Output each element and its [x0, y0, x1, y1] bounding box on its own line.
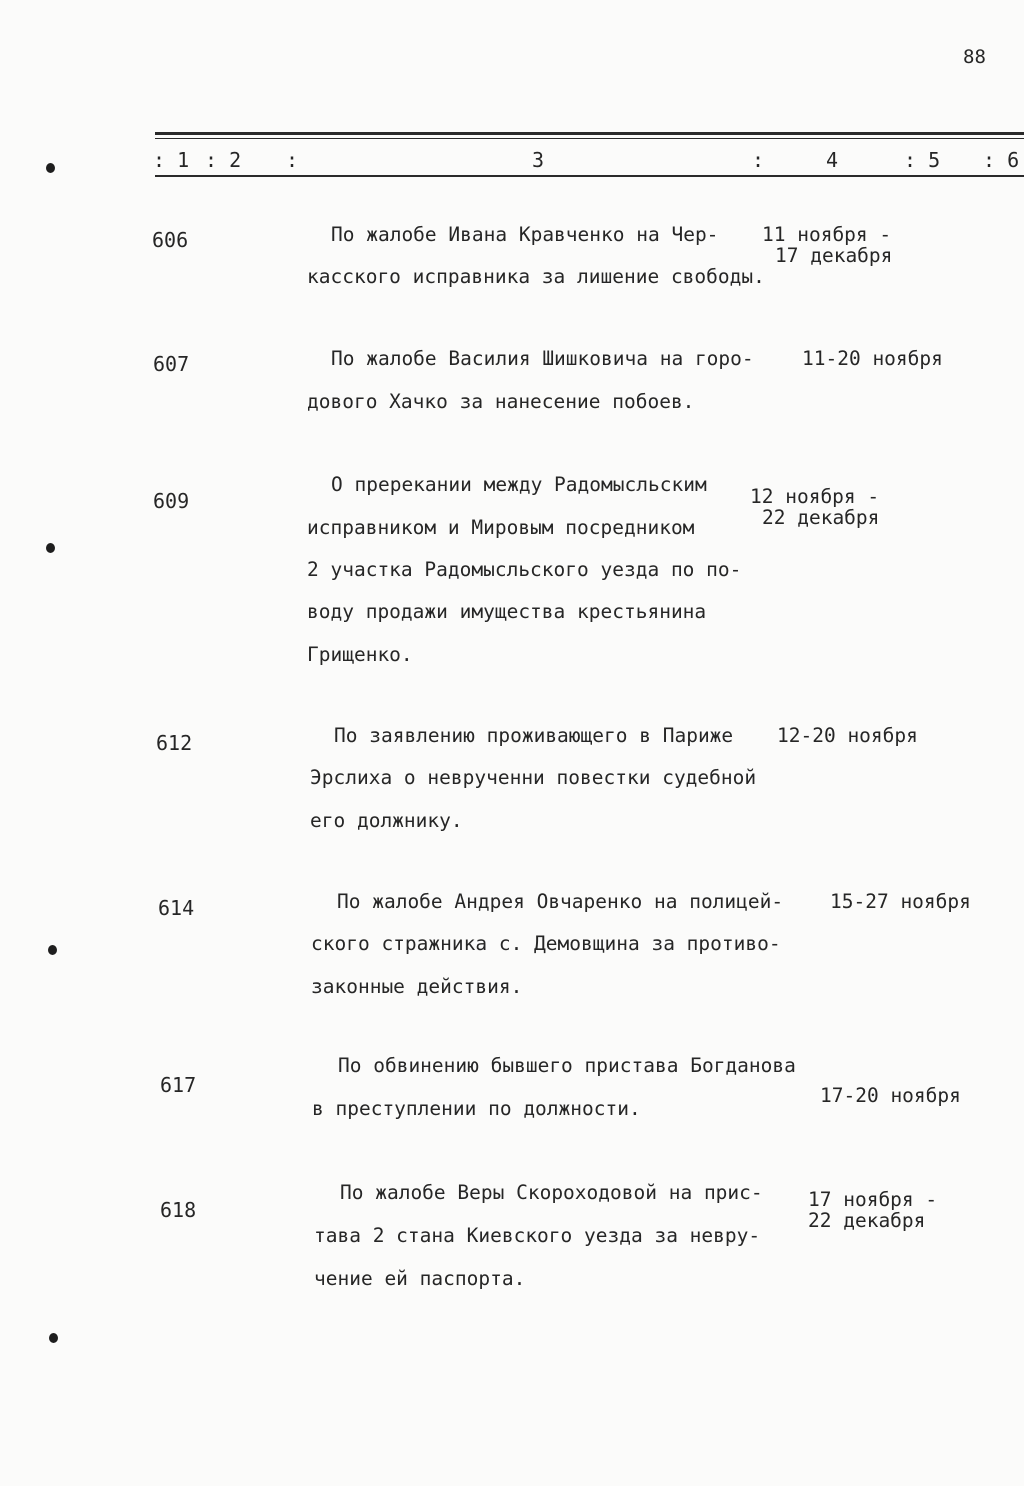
column-header-2-end: :: [286, 148, 299, 172]
entry-614-date: 15-27 ноября: [830, 890, 971, 913]
entry-618-line-2: тава 2 стана Киевского уезда за невру-: [314, 1224, 761, 1247]
table-header-bottom-rule: [155, 175, 1024, 177]
entry-612-line-2: Эрслиха о неврученни повестки судебной: [310, 766, 757, 789]
column-header-5: : 5: [904, 148, 941, 172]
entry-607-date: 11-20 ноября: [802, 347, 943, 370]
entry-606-date-end: 17 декабря: [775, 244, 893, 267]
punch-hole-mark: [46, 163, 55, 173]
entry-617-date: 17-20 ноября: [820, 1084, 961, 1107]
entry-618-number: 618: [160, 1198, 197, 1222]
entry-614-line-2: ского стражника с. Демовщина за противо-: [311, 932, 781, 955]
page-number: 88: [963, 46, 986, 68]
entry-612-date: 12-20 ноября: [777, 724, 918, 747]
column-header-4-separator: :: [752, 148, 765, 172]
entry-609-line-2: исправником и Мировым посредником: [307, 516, 695, 539]
entry-606-line-1: По жалобе Ивана Кравченко на Чер-: [331, 223, 719, 246]
table-top-rule-thin: [155, 138, 1024, 139]
entry-606-line-2: касского исправника за лишение свободы.: [307, 265, 765, 288]
column-header-6: : 6: [983, 148, 1020, 172]
entry-618-date-start: 17 ноября -: [808, 1188, 938, 1211]
entry-614-number: 614: [158, 896, 195, 920]
entry-609-line-3: 2 участка Радомысльского уезда по по-: [307, 558, 742, 581]
entry-609-line-4: воду продажи имущества крестьянина: [307, 600, 707, 623]
column-header-2: : 2: [205, 148, 242, 172]
entry-612-line-1: По заявлению проживающего в Париже: [334, 724, 734, 747]
entry-612-line-3: его должнику.: [310, 809, 463, 832]
column-header-1: : 1: [153, 148, 190, 172]
entry-618-date-end: 22 декабря: [808, 1209, 926, 1232]
entry-618-line-3: чение ей паспорта.: [314, 1267, 526, 1290]
entry-617-number: 617: [160, 1073, 197, 1097]
table-top-rule: [155, 132, 1024, 135]
entry-609-date-start: 12 ноября -: [750, 485, 880, 508]
entry-618-line-1: По жалобе Веры Скороходовой на прис-: [340, 1181, 763, 1204]
entry-617-line-2: в преступлении по должности.: [312, 1097, 641, 1120]
entry-609-line-5: Грищенко.: [307, 643, 413, 666]
entry-606-number: 606: [152, 228, 189, 252]
entry-609-line-1: О пререкании между Радомысльским: [331, 473, 707, 496]
column-header-4: 4: [826, 148, 839, 172]
entry-617-line-1: По обвинению бывшего пристава Богданова: [338, 1054, 796, 1077]
entry-612-number: 612: [156, 731, 193, 755]
punch-hole-mark: [48, 945, 57, 955]
entry-607-line-2: дового Хачко за нанесение побоев.: [307, 390, 695, 413]
punch-hole-mark: [49, 1333, 58, 1343]
entry-614-line-3: законные действия.: [311, 975, 523, 998]
punch-hole-mark: [46, 543, 55, 553]
column-header-3: 3: [532, 148, 545, 172]
entry-607-number: 607: [153, 352, 190, 376]
entry-614-line-1: По жалобе Андрея Овчаренко на полицей-: [337, 890, 784, 913]
entry-607-line-1: По жалобе Василия Шишковича на горо-: [331, 347, 754, 370]
entry-606-date-start: 11 ноября -: [762, 223, 892, 246]
entry-609-date-end: 22 декабря: [762, 506, 880, 529]
entry-609-number: 609: [153, 489, 190, 513]
